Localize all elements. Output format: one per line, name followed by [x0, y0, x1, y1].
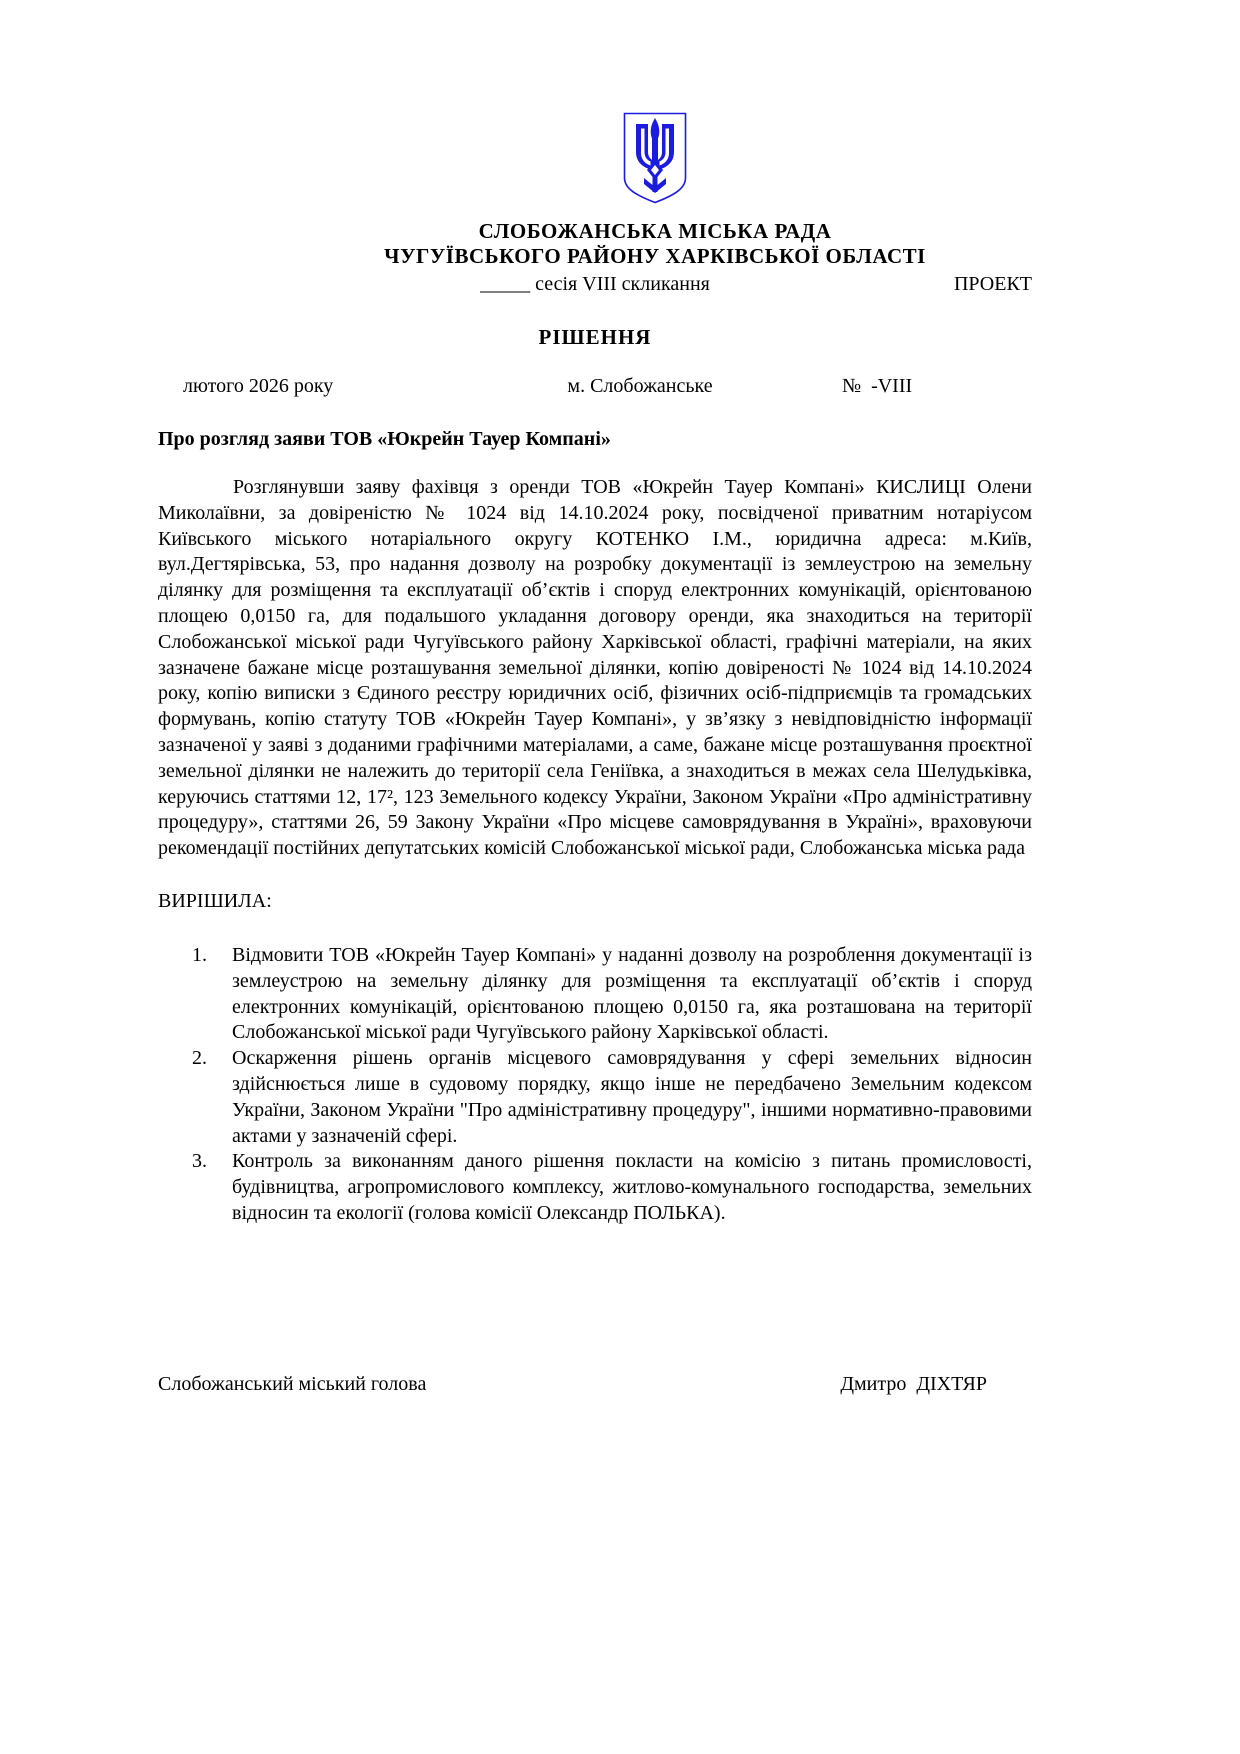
document-number: № -VIII	[842, 375, 913, 397]
draft-label: ПРОЕКТ	[953, 273, 1032, 295]
date-row	[158, 374, 1032, 398]
item-number: 3.	[192, 1150, 207, 1173]
document-place: м. Слобожанське	[567, 375, 713, 397]
district-name: ЧУГУЇВСЬКОГО РАЙОНУ ХАРКІВСЬКОЇ ОБЛАСТІ	[384, 244, 926, 268]
document-type-title: РІШЕННЯ	[538, 325, 652, 349]
session-line: _____ сесія VIII скликання	[480, 273, 710, 295]
item-text: Оскарження рішень органів місцевого самоврядування у сфері земельних відносин здійснюється лише в судовому порядку, якщо інше не передбачено Земельним кодексом України, Законом України "Про адміністративну процедуру", іншими нормативно-правовими актами у зазначеній сфері.	[232, 1047, 1032, 1147]
document-date: лютого 2026 року	[183, 375, 334, 397]
item-number: 2.	[192, 1047, 207, 1070]
ukraine-trident-emblem-icon	[623, 112, 687, 204]
item-number: 1.	[192, 943, 207, 966]
document-subject: Про розгляд заяви ТОВ «Юкрейн Тауер Компані»	[158, 428, 611, 450]
document-header	[158, 112, 1152, 269]
item-text: Контроль за виконанням даного рішення покласти на комісію з питань промисловості, будівництва, агропромислового комплексу, житлово-комунального господарства, земельних відносин та екології (голова комісії Олександр ПОЛЬКА).	[232, 1150, 1032, 1224]
signature-name: Дмитро ДІХТЯР	[840, 1372, 987, 1395]
resolved-label: ВИРІШИЛА:	[158, 889, 272, 912]
signature-row	[158, 1372, 1032, 1396]
resolution-item	[158, 1046, 1032, 1149]
session-row	[158, 272, 1032, 296]
council-name: СЛОБОЖАНСЬКА МІСЬКА РАДА	[478, 219, 832, 243]
signature-title: Слобожанський міський голова	[158, 1372, 427, 1395]
resolution-list	[158, 943, 1032, 1227]
resolution-item	[158, 943, 1032, 1046]
item-text: Відмовити ТОВ «Юкрейн Тауер Компані» у наданні дозволу на розроблення документації із землеустрою на земельну ділянку для розміщення та експлуатації об’єктів і споруд електронних комунікацій, орієнтованою площею 0,0150 га, яка розташована на території Слобожанської міської ради Чугуївського району Харківської області.	[232, 943, 1032, 1044]
preamble-paragraph: Розглянувши заяву фахівця з оренди ТОВ «Юкрейн Тауер Компані» КИСЛИЦІ Олени Миколаївни, за довіреністю № 1024 від 14.10.2024 року, посвідченої приватним нотаріусом Київського міського нотаріального округу КОТЕНКО І.М., юридична адреса: м.Київ, вул.Дегтярівська, 53, про надання дозволу на розробку документації із землеустрою на земельну ділянку для розміщення та експлуатації об’єктів і споруд електронних комунікацій, орієнтованою площею 0,0150 га, для подальшого укладання договору оренди, яка знаходиться на території Слобожанської міської ради Чугуївського району Харківської області, графічні матеріали, на яких зазначене бажане місце розташування земельної ділянки, копію довіреності № 1024 від 14.10.2024 року, копію виписки з Єдиного реєстру юридичних осіб, фізичних осіб-підприємців та громадських формувань, копію статуту ТОВ «Юкрейн Тауер Компані», у зв’язку з невідповідністю інформації зазначеної у заяві з доданими графічними матеріалами, а саме, бажане місце розташування проєктної земельної ділянки не належить до території села Геніївка, а знаходиться в межах села Шелудьківка, керуючись статтями 12, 17², 123 Земельного кодексу України, Законом України «Про адміністративну процедуру», статтями 26, 59 Закону України «Про місцеве самоврядування в Україні», враховуючи рекомендації постійних депутатських комісій Слобожанської міської ради, Слобожанська міська рада	[158, 476, 1032, 860]
resolution-item	[158, 1149, 1032, 1226]
